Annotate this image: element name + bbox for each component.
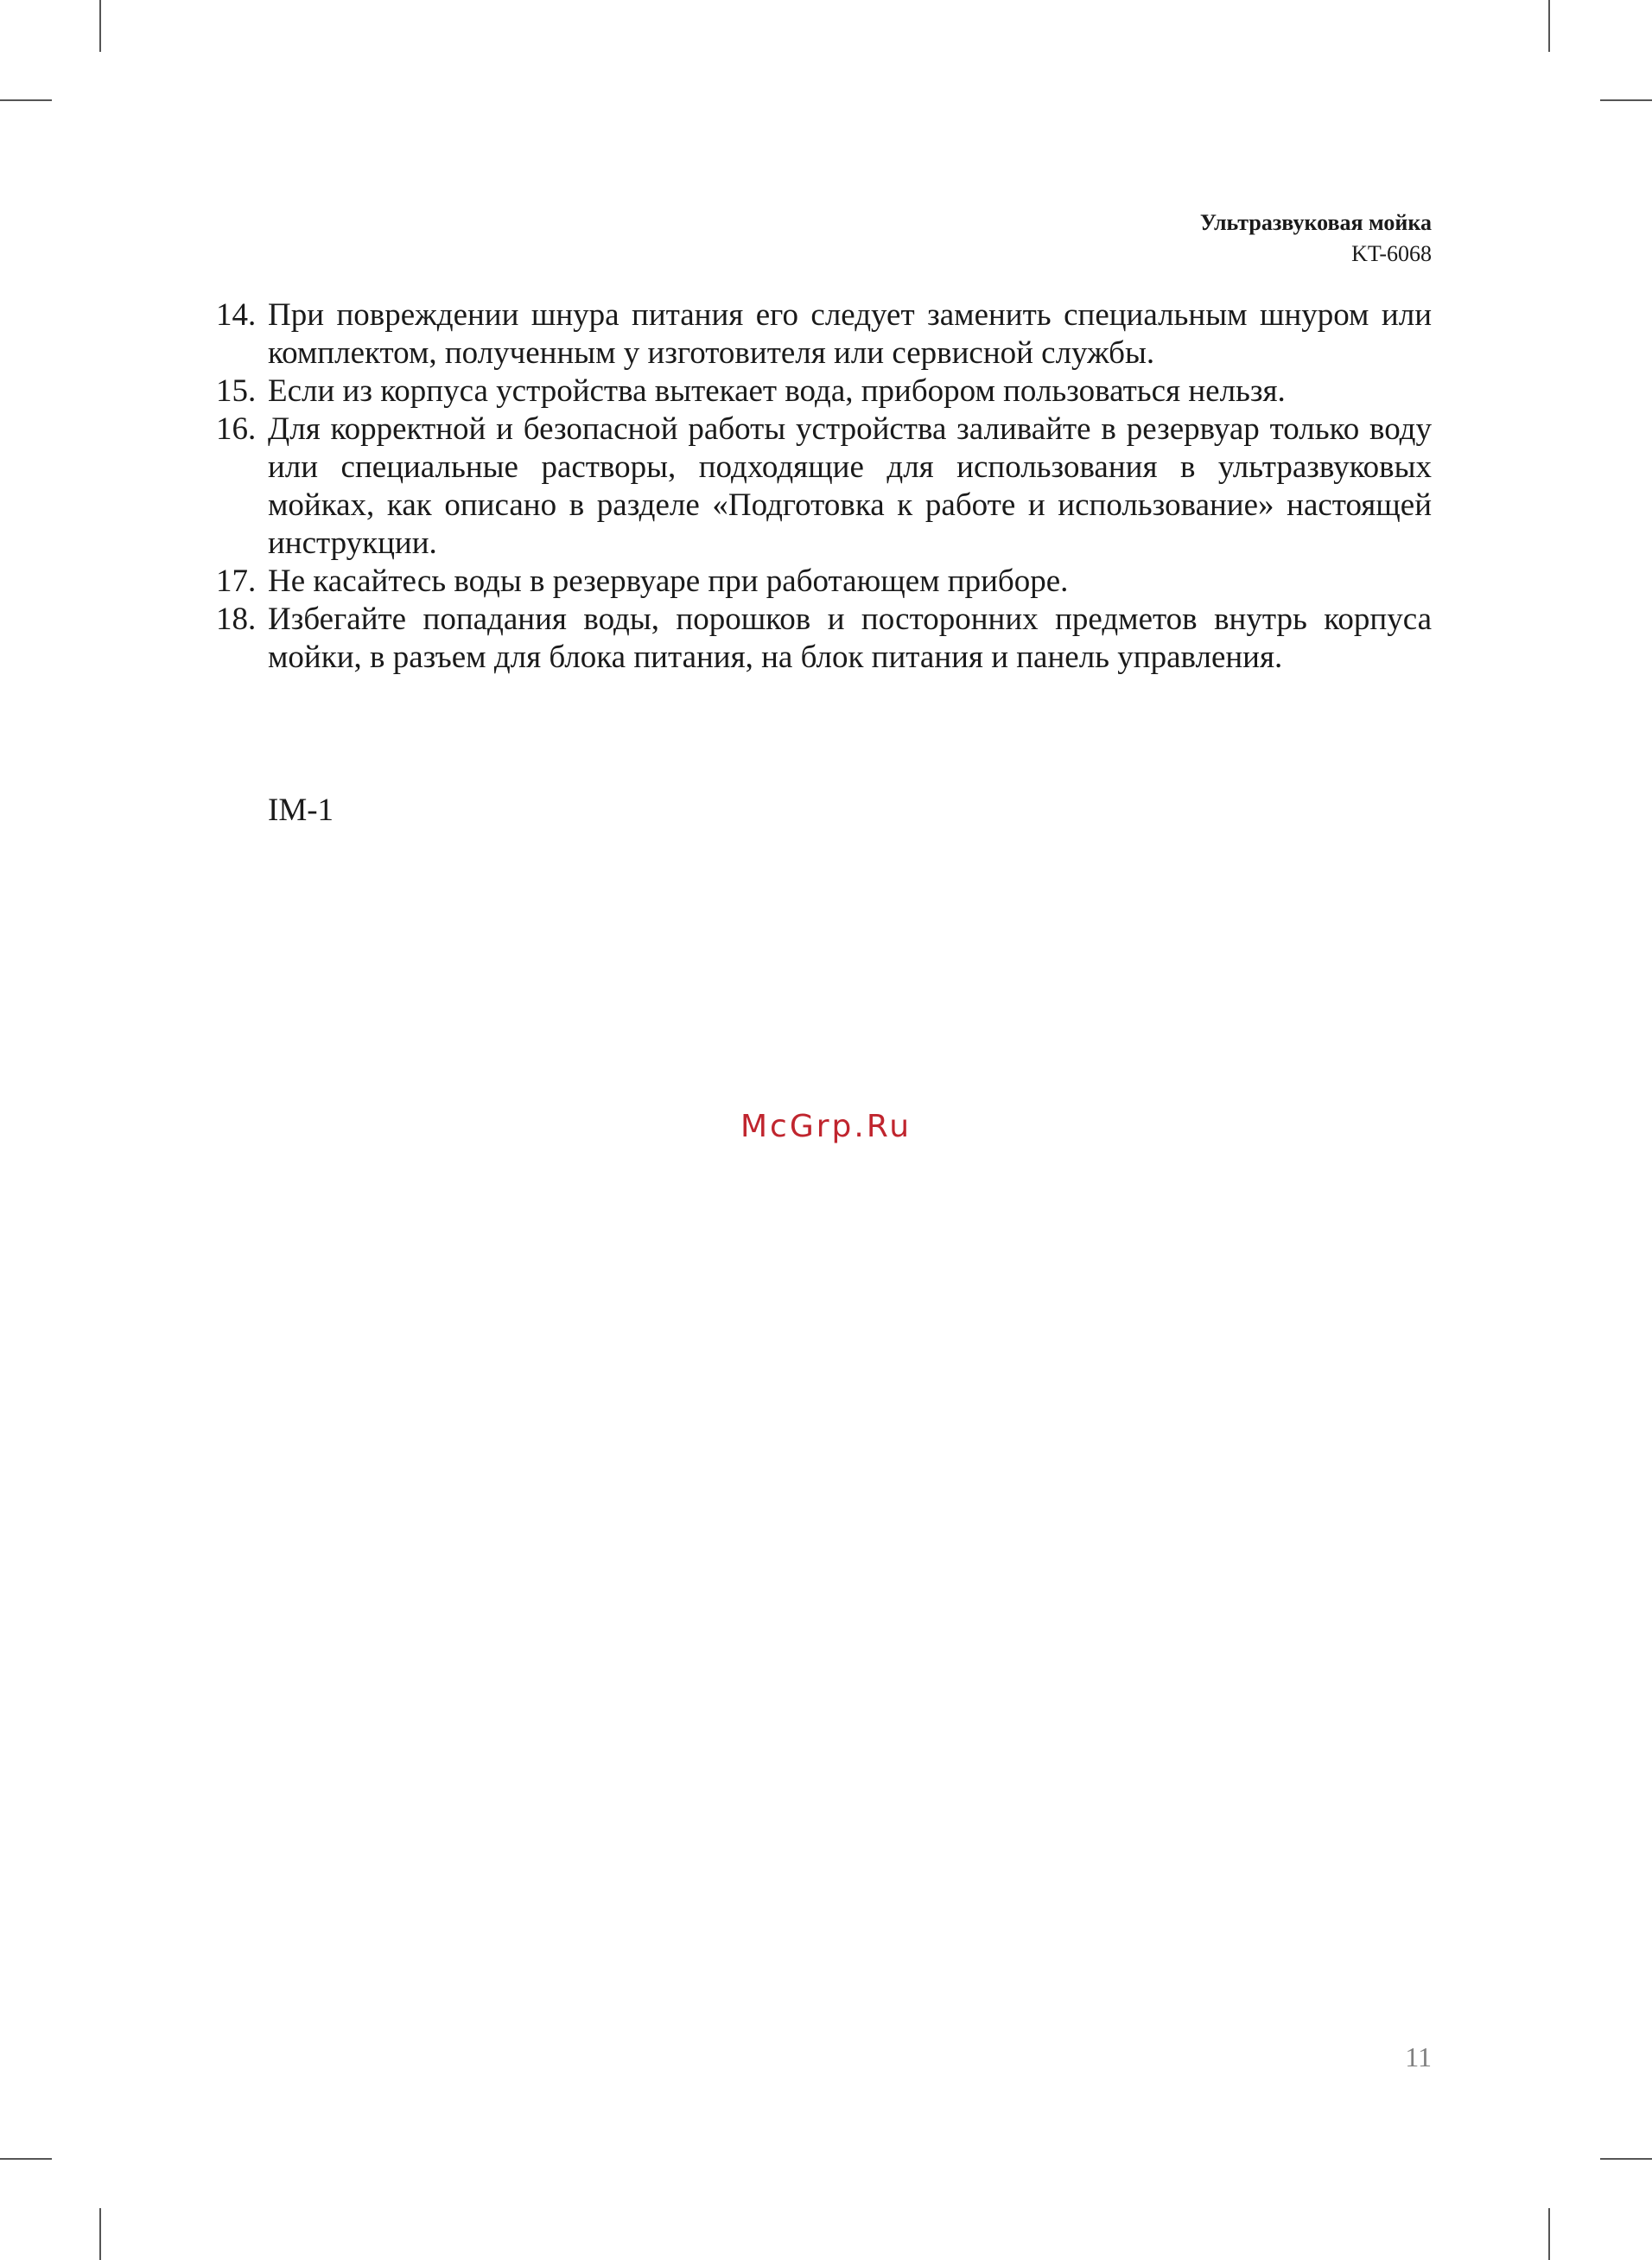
safety-instructions-list bbox=[216, 296, 1432, 677]
list-item-number: 16. bbox=[216, 411, 257, 447]
crop-mark-top-left-vertical bbox=[99, 0, 101, 52]
running-header bbox=[1200, 207, 1432, 270]
list-item bbox=[216, 372, 1432, 411]
list-item bbox=[216, 296, 1432, 372]
header-model: KT-6068 bbox=[1351, 241, 1432, 266]
list-item-text: При повреждении шнура питания его следует заменить специальным шнуром или комплектом, полученным у изготовителя или сервисной службы. bbox=[268, 297, 1432, 371]
list-item-text: Избегайте попадания воды, порошков и посторонних предметов внутрь корпуса мойки, в разъем для блока питания, на блок питания и панель управления. bbox=[268, 602, 1432, 675]
crop-mark-top-left-horizontal bbox=[0, 99, 52, 101]
list-item bbox=[216, 563, 1432, 601]
list-item-number: 18. bbox=[216, 602, 257, 637]
document-code: IM-1 bbox=[268, 793, 334, 828]
crop-mark-top-right-horizontal bbox=[1600, 99, 1652, 101]
list-item-number: 15. bbox=[216, 373, 257, 409]
crop-mark-top-right-vertical bbox=[1548, 0, 1550, 52]
header-title: Ультразвуковая мойка bbox=[1199, 210, 1432, 235]
crop-mark-bottom-left-horizontal bbox=[0, 2158, 52, 2160]
list-item-text: Для корректной и безопасной работы устройства заливайте в резервуар только воду или специальные растворы, подходящие для использования в ультразвуковых мойках, как описано в разделе «Подготовка к работе и использование» настоящей инструкции. bbox=[268, 411, 1432, 561]
watermark: McGrp.Ru bbox=[740, 1109, 912, 1144]
list-item-number: 17. bbox=[216, 563, 257, 599]
list-item-number: 14. bbox=[216, 297, 257, 333]
list-item-text: Не касайтесь воды в резервуаре при работающем приборе. bbox=[268, 563, 1069, 599]
crop-mark-bottom-right-vertical bbox=[1548, 2208, 1550, 2260]
crop-mark-bottom-right-horizontal bbox=[1600, 2158, 1652, 2160]
crop-mark-bottom-left-vertical bbox=[99, 2208, 101, 2260]
page-number: 11 bbox=[1405, 2041, 1432, 2072]
list-item bbox=[216, 411, 1432, 563]
list-item bbox=[216, 601, 1432, 677]
list-item-text: Если из корпуса устройства вытекает вода, прибором пользоваться нельзя. bbox=[268, 373, 1286, 409]
